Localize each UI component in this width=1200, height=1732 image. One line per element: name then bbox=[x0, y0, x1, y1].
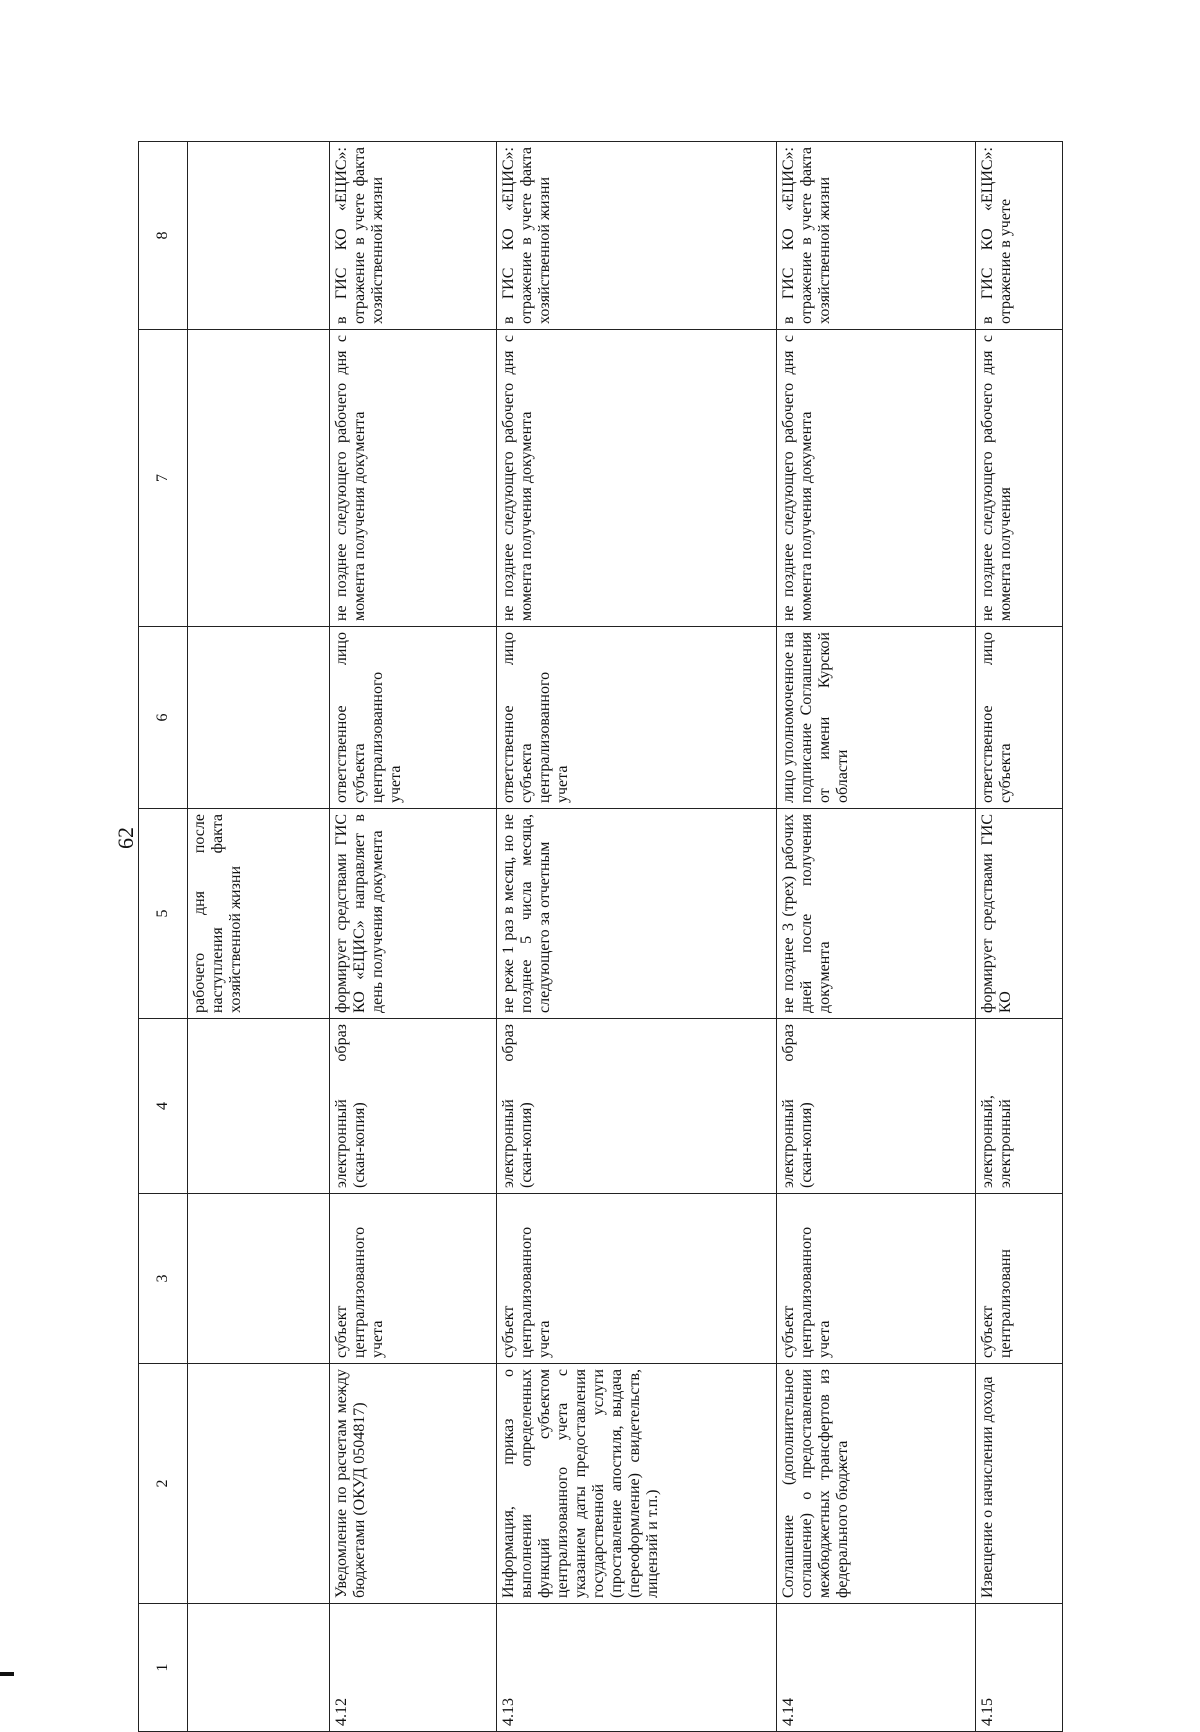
rotated-table-wrapper bbox=[138, 142, 1063, 1732]
table-row bbox=[776, 142, 975, 1732]
col-header-8: 8 bbox=[139, 142, 188, 330]
cell bbox=[187, 1019, 329, 1194]
cell-deadline: не позднее следующего рабочего дня с момента получения bbox=[975, 330, 1062, 627]
row-number: 4.13 bbox=[496, 1604, 776, 1732]
cell-responsible: ответственное лицо субъекта централизованного учета bbox=[329, 627, 496, 809]
table-row bbox=[496, 142, 776, 1732]
cell-deadline: не позднее следующего рабочего дня с момента получения документа bbox=[329, 330, 496, 627]
cell-originator: субъект централизованного учета bbox=[329, 1194, 496, 1364]
col-header-4: 4 bbox=[139, 1019, 188, 1194]
table-row bbox=[975, 142, 1062, 1732]
cell-term: не позднее 3 (трех) рабочих дней после получения документа bbox=[776, 809, 975, 1019]
cell-document: Информация, приказ о выполнении определенных функций субъектом централизованного учета с указанием даты предоставления государственной услуги (проставление апостиля, выдача (переоформление) свидетельств, лицензий и т.п.) bbox=[496, 1364, 776, 1604]
page-number: 62 bbox=[113, 827, 138, 849]
col-header-3: 3 bbox=[139, 1194, 188, 1364]
cell bbox=[187, 627, 329, 809]
cell-responsible: ответственное лицо субъекта bbox=[975, 627, 1062, 809]
cell-term: формирует средствами ГИС КО «ЕЦИС» направляет в день получения документа bbox=[329, 809, 496, 1019]
cell-deadline: не позднее следующего рабочего дня с момента получения документа bbox=[496, 330, 776, 627]
col-header-1: 1 bbox=[139, 1604, 188, 1732]
table-row bbox=[329, 142, 496, 1732]
cell-format: электронный, электронный bbox=[975, 1019, 1062, 1194]
cell-term: не реже 1 раз в месяц, но не позднее 5 числа месяца, следующего за отчетным bbox=[496, 809, 776, 1019]
cell-document: Уведомление по расчетам между бюджетами (ОКУД 0504817) bbox=[329, 1364, 496, 1604]
cell-format: электронный образ (скан-копия) bbox=[329, 1019, 496, 1194]
continuation-row bbox=[187, 142, 329, 1732]
col-header-6: 6 bbox=[139, 627, 188, 809]
cell-originator: субъект централизованного учета bbox=[496, 1194, 776, 1364]
cell-action: в ГИС КО «ЕЦИС»: отражение в учете факта хозяйственной жизни bbox=[329, 142, 496, 330]
row-number: 4.15 bbox=[975, 1604, 1062, 1732]
cell-action: в ГИС КО «ЕЦИС»: отражение в учете факта хозяйственной жизни bbox=[496, 142, 776, 330]
cell bbox=[187, 1194, 329, 1364]
cell-document: Соглашение (дополнительное соглашение) о предоставлении межбюджетных трансфертов из федерального бюджета bbox=[776, 1364, 975, 1604]
cell-term: рабочего дня после наступления факта хозяйственной жизни bbox=[187, 809, 329, 1019]
cell-originator: субъект централизованн bbox=[975, 1194, 1062, 1364]
cell-originator: субъект централизованного учета bbox=[776, 1194, 975, 1364]
cell-term: формирует средствами ГИС КО bbox=[975, 809, 1062, 1019]
scan-edge-mark bbox=[0, 1672, 14, 1676]
cell bbox=[187, 142, 329, 330]
rotated-table-inner bbox=[138, 142, 1063, 1732]
cell bbox=[187, 1604, 329, 1732]
cell-responsible: лицо уполномоченное на подписание Соглашения от имени Курской области bbox=[776, 627, 975, 809]
document-table bbox=[138, 141, 1063, 1732]
cell-format: электронный образ (скан-копия) bbox=[496, 1019, 776, 1194]
cell-document: Извещение о начислении дохода bbox=[975, 1364, 1062, 1604]
cell bbox=[187, 330, 329, 627]
header-row bbox=[139, 142, 188, 1732]
cell-action: в ГИС КО «ЕЦИС»: отражение в учете факта хозяйственной жизни bbox=[776, 142, 975, 330]
col-header-2: 2 bbox=[139, 1364, 188, 1604]
col-header-7: 7 bbox=[139, 330, 188, 627]
row-number: 4.14 bbox=[776, 1604, 975, 1732]
cell-responsible: ответственное лицо субъекта централизованного учета bbox=[496, 627, 776, 809]
cell-action: в ГИС КО «ЕЦИС»: отражение в учете bbox=[975, 142, 1062, 330]
cell-deadline: не позднее следующего рабочего дня с момента получения документа bbox=[776, 330, 975, 627]
row-number: 4.12 bbox=[329, 1604, 496, 1732]
cell bbox=[187, 1364, 329, 1604]
cell-format: электронный образ (скан-копия) bbox=[776, 1019, 975, 1194]
col-header-5: 5 bbox=[139, 809, 188, 1019]
